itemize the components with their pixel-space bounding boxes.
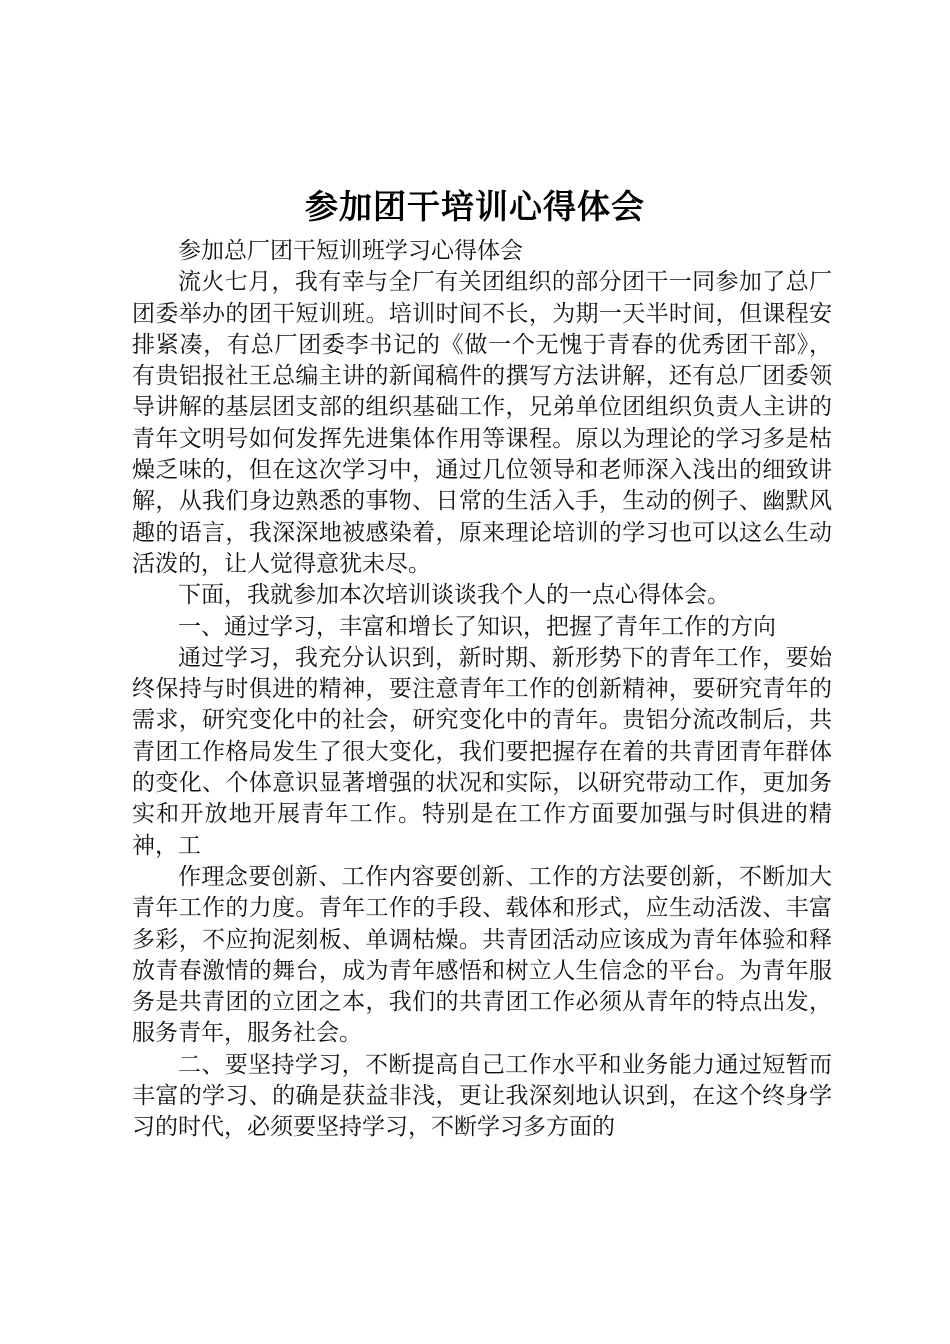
section-heading: 一、通过学习，丰富和增长了知识，把握了青年工作的方向 (178, 613, 776, 640)
paragraph: 作理念要创新、工作内容要创新、工作的方法要创新，不断加大青年工作的力度。青年工作的手段、载体和形式，应生动活泼、丰富多彩，不应拘泥刻板、单调枯燥。共青团活动应该成为青年体验和释放青春激情的舞台，成为青年感悟和树立人生信念的平台。为青年服务是共青团的立团之本，我们的共青团工作必须从青年的特点出发，服务青年，服务社会。 (132, 863, 832, 1047)
document-title: 参加团干培训心得体会 (305, 187, 645, 226)
paragraph-subtitle: 参加总厂团干短训班学习心得体会 (178, 238, 523, 264)
section-heading: 二、要坚持学习，不断提高自己工作水平和业务能力通过短暂而丰富的学习、的确是获益非浅，更让我深刻地认识到，在这个终身学习的时代，必须要坚持学习，不断学习多方面的 (132, 1051, 832, 1141)
document-body (132, 236, 832, 1144)
paragraph: 通过学习，我充分认识到，新时期、新形势下的青年工作，要始终保持与时俱进的精神，要注意青年工作的创新精神，要研究青年的需求，研究变化中的社会，研究变化中的青年。贵铝分流改制后，共青团工作格局发生了很大变化，我们要把握存在着的共青团青年群体的变化、个体意识显著增强的状况和实际，以研究带动工作，更加务实和开放地开展青年工作。特别是在工作方面要加强与时俱进的精神，工 (132, 644, 832, 859)
paragraph: 流火七月，我有幸与全厂有关团组织的部分团干一同参加了总厂团委举办的团干短训班。培训时间不长，为期一天半时间，但课程安排紧凑，有总厂团委李书记的《做一个无愧于青春的优秀团干部》，有贵铝报社王总编主讲的新闻稿件的撰写方法讲解，还有总厂团委领导讲解的基层团支部的组织基础工作，兄弟单位团组织负责人主讲的青年文明号如何发挥先进集体作用等课程。原以为理论的学习多是枯燥乏味的，但在这次学习中，通过几位领导和老师深入浅出的细致讲解，从我们身边熟悉的事物、日常的生活入手，生动的例子、幽默风趣的语言，我深深地被感染着，原来理论培训的学习也可以这么生动活泼的，让人觉得意犹未尽。 (132, 269, 832, 577)
paragraph: 下面，我就参加本次培训谈谈我个人的一点心得体会。 (178, 582, 730, 609)
